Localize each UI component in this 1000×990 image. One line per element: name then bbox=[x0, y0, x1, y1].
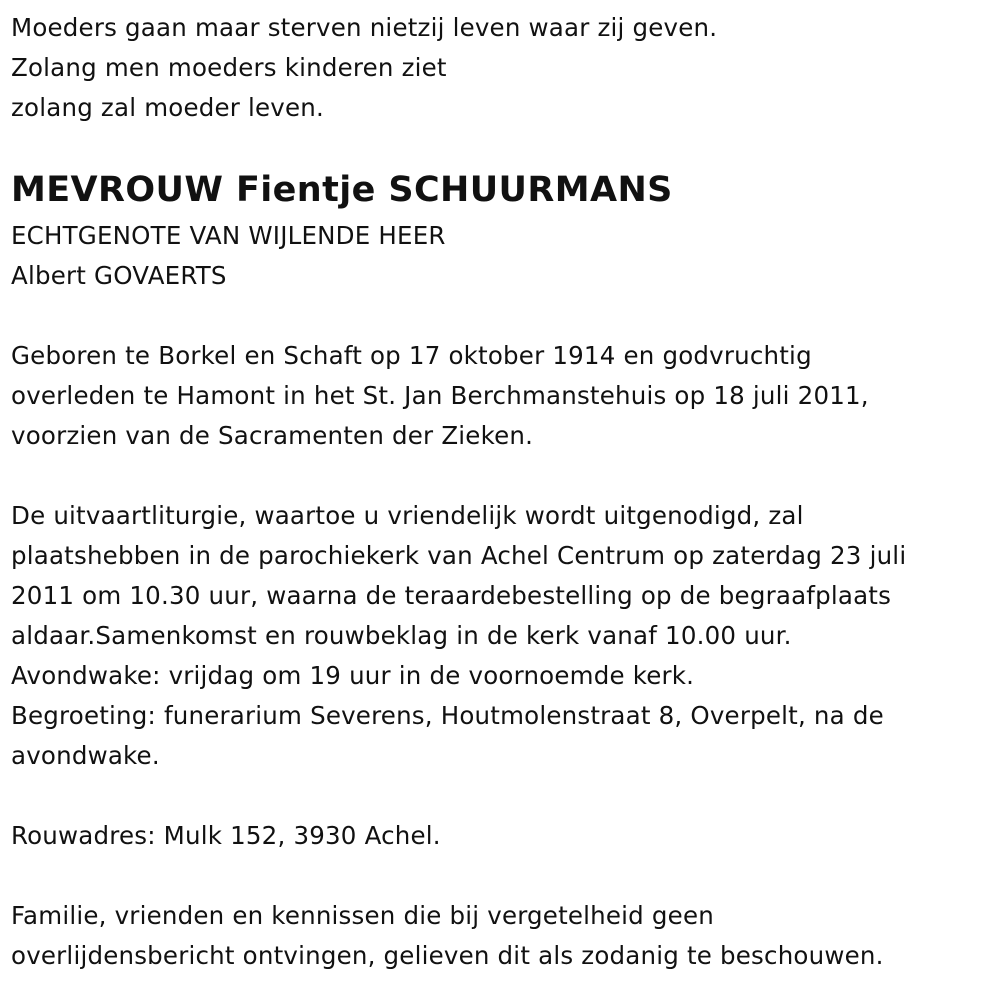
funeral-line: Avondwake: vrijdag om 19 uur in de voornoemde kerk. bbox=[11, 661, 695, 690]
funeral-line: 2011 om 10.30 uur, waarna de teraardebestelling op de begraafplaats bbox=[11, 581, 892, 610]
funeral-line: De uitvaartliturgie, waartoe u vriendelijk wordt uitgenodigd, zal bbox=[11, 501, 804, 530]
funeral-line: aldaar.Samenkomst en rouwbeklag in de kerk vanaf 10.00 uur. bbox=[11, 621, 792, 650]
spacer bbox=[11, 296, 986, 336]
funeral-section bbox=[11, 496, 986, 776]
birth-death-line: Geboren te Borkel en Schaft op 17 oktober 1914 en godvruchtig bbox=[11, 341, 812, 370]
spacer bbox=[11, 128, 986, 164]
funeral-line: avondwake. bbox=[11, 741, 160, 770]
closing-line: overlijdensbericht ontvingen, gelieven dit als zodanig te beschouwen. bbox=[11, 941, 884, 970]
closing-section bbox=[11, 896, 986, 976]
birth-death-line: voorzien van de Sacramenten der Zieken. bbox=[11, 421, 534, 450]
poem-line: Moeders gaan maar sterven nietzij leven waar zij geven. bbox=[11, 13, 718, 42]
spacer bbox=[11, 856, 986, 896]
birth-death-section bbox=[11, 336, 986, 456]
funeral-line: Begroeting: funerarium Severens, Houtmolenstraat 8, Overpelt, na de bbox=[11, 701, 884, 730]
poem-line: Zolang men moeders kinderen ziet bbox=[11, 53, 447, 82]
birth-death-line: overleden te Hamont in het St. Jan Berchmanstehuis op 18 juli 2011, bbox=[11, 381, 869, 410]
obituary-notice bbox=[11, 8, 986, 976]
poem-line: zolang zal moeder leven. bbox=[11, 93, 324, 122]
funeral-line: plaatshebben in de parochiekerk van Achel Centrum op zaterdag 23 juli bbox=[11, 541, 907, 570]
spacer bbox=[11, 456, 986, 496]
deceased-name-title: MEVROUW Fientje SCHUURMANS bbox=[11, 170, 673, 210]
spouse-section bbox=[11, 216, 986, 296]
closing-line: Familie, vrienden en kennissen die bij vergetelheid geen bbox=[11, 901, 714, 930]
spouse-line: Albert GOVAERTS bbox=[11, 261, 227, 290]
poem-section bbox=[11, 8, 986, 128]
mourning-address: Rouwadres: Mulk 152, 3930 Achel. bbox=[11, 821, 441, 850]
spouse-line: ECHTGENOTE VAN WIJLENDE HEER bbox=[11, 221, 446, 250]
spacer bbox=[11, 776, 986, 816]
